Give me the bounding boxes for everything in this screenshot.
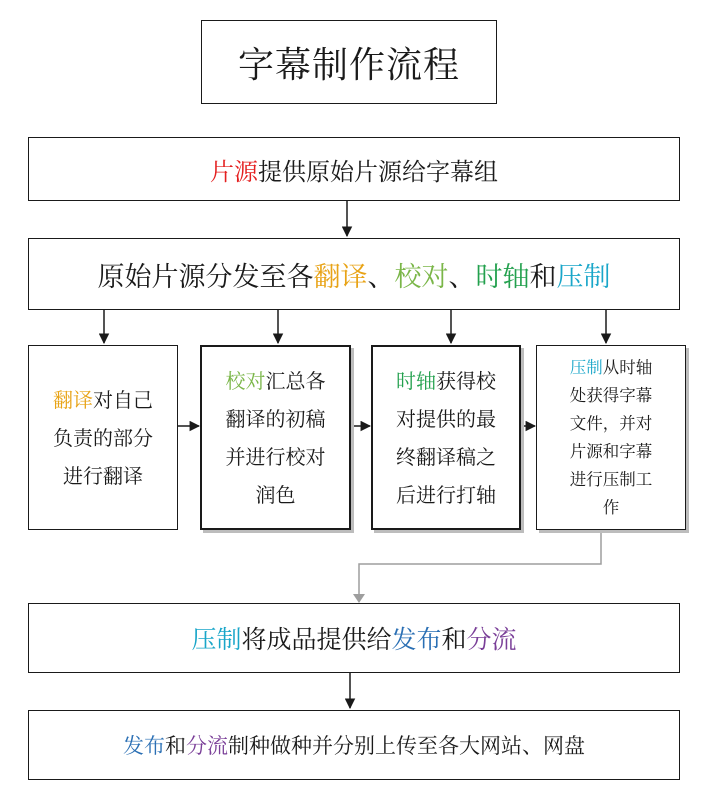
upload-and-word: 和 [165,734,186,758]
translate-role: 翻译 [53,387,93,412]
deliver-encode-label: 压制 [191,625,242,654]
step-source-box [28,137,680,201]
separator-1: 、 [367,261,395,293]
page-title-text: 字幕制作流程 [237,44,460,86]
step-upload-box [28,710,680,780]
proofread-line-4: 润色 [255,482,296,507]
timing-label: 时轴 [475,261,530,293]
timing-role: 时轴 [396,368,436,393]
encode-role: 压制 [569,357,603,377]
step-distribute-prefix: 原始片源分发至各 [97,261,314,293]
timing-line-4: 后进行打轴 [396,482,496,507]
proofread-role: 校对 [225,368,266,393]
translate-line-2: 负责的部分 [53,425,153,450]
upload-rest-text: 制种做种并分别上传至各大网站、网盘 [228,734,585,758]
encode-line-5: 进行压制工 [569,469,653,489]
upload-release-label: 发布 [123,734,165,758]
encode-line-2: 处获得字幕 [569,385,653,405]
encode-line-6: 作 [602,497,620,517]
translate-line-1: 对自己 [93,387,153,412]
page-title [201,20,497,104]
proofread-line-2: 翻译的初稿 [225,406,326,431]
translate-box [28,345,178,530]
timing-line-1: 获得校 [436,368,496,393]
proofread-label: 校对 [394,261,449,293]
separator-2: 、 [448,261,476,293]
timing-line-3: 终翻译稿之 [396,444,496,469]
timing-box [371,345,521,530]
proofread-line-1: 汇总各 [265,368,326,393]
proofread-line-3: 并进行校对 [225,444,326,469]
encode-line-3: 文件，并对 [569,413,653,433]
step-source-text: 提供原始片源给字幕组 [258,157,498,186]
step-deliver-box [28,603,680,673]
deliver-and-word: 和 [441,625,467,654]
and-word: 和 [529,261,557,293]
source-label: 片源 [210,157,258,186]
timing-line-2: 对提供的最 [396,406,496,431]
proofread-box [200,345,351,530]
step-distribute-box [28,238,680,310]
encode-line-1: 从时轴 [602,357,653,377]
translate-line-3: 进行翻译 [63,463,143,488]
deliver-mid-text: 将成品提供给 [241,625,392,654]
deliver-release-label: 发布 [391,625,442,654]
upload-distribute-label: 分流 [186,734,228,758]
translate-label: 翻译 [313,261,368,293]
connector-encode-to-step3 [359,530,601,596]
encode-box [536,345,686,530]
deliver-distribute-label: 分流 [466,625,517,654]
encode-line-4: 片源和字幕 [569,441,653,461]
encode-label: 压制 [556,261,611,293]
